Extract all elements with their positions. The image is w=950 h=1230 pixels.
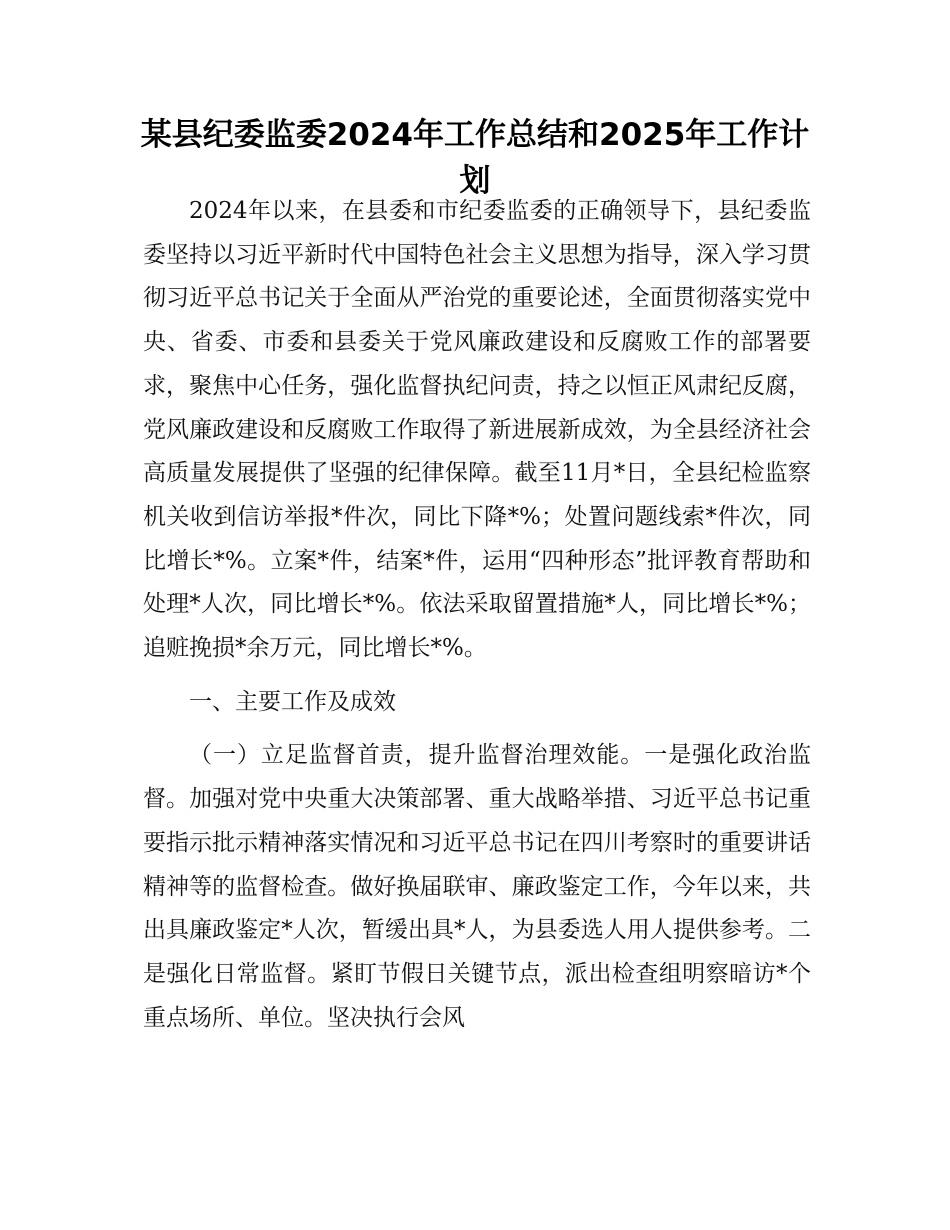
subsection-paragraph: （一）立足监督首责，提升监督治理效能。一是强化政治监督。加强对党中央重大决策部署、重大战略举措、习近平总书记重要指示批示精神落实情况和习近平总书记在四川考察时的重要讲话精神等的监督检查。做好换届联审、廉政鉴定工作，今年以来，共出具廉政鉴定*人次，暂缓出具*人，为县委选人用人提供参考。二是强化日常监督。紧盯节假日关键节点，派出检查组明察暗访*个重点场所、单位。坚决执行会风 [143,742,811,1031]
document-body [143,190,811,1040]
intro-paragraph: 2024年以来，在县委和市纪委监委的正确领导下，县纪委监委坚持以习近平新时代中国特色社会主义思想为指导，深入学习贯彻习近平总书记关于全面从严治党的重要论述，全面贯彻落实党中央、省委、市委和县委关于党风廉政建设和反腐败工作的部署要求，聚焦中心任务，强化监督执纪问责，持之以恒正风肃纪反腐，党风廉政建设和反腐败工作取得了新进展新成效，为全县经济社会高质量发展提供了坚强的纪律保障。截至11月*日，全县纪检监察机关收到信访举报*件次，同比下降*%；处置问题线索*件次，同比增长*%。立案*件，结案*件，运用“四种形态”批评教育帮助和处理*人次，同比增长*%。依法采取留置措施*人，同比增长*%；追赃挽损*余万元，同比增长*%。 [143,198,811,662]
section-heading: 一、主要工作及成效 [189,688,396,715]
document-title: 某县纪委监委2024年工作总结和2025年工作计划 [140,117,810,199]
